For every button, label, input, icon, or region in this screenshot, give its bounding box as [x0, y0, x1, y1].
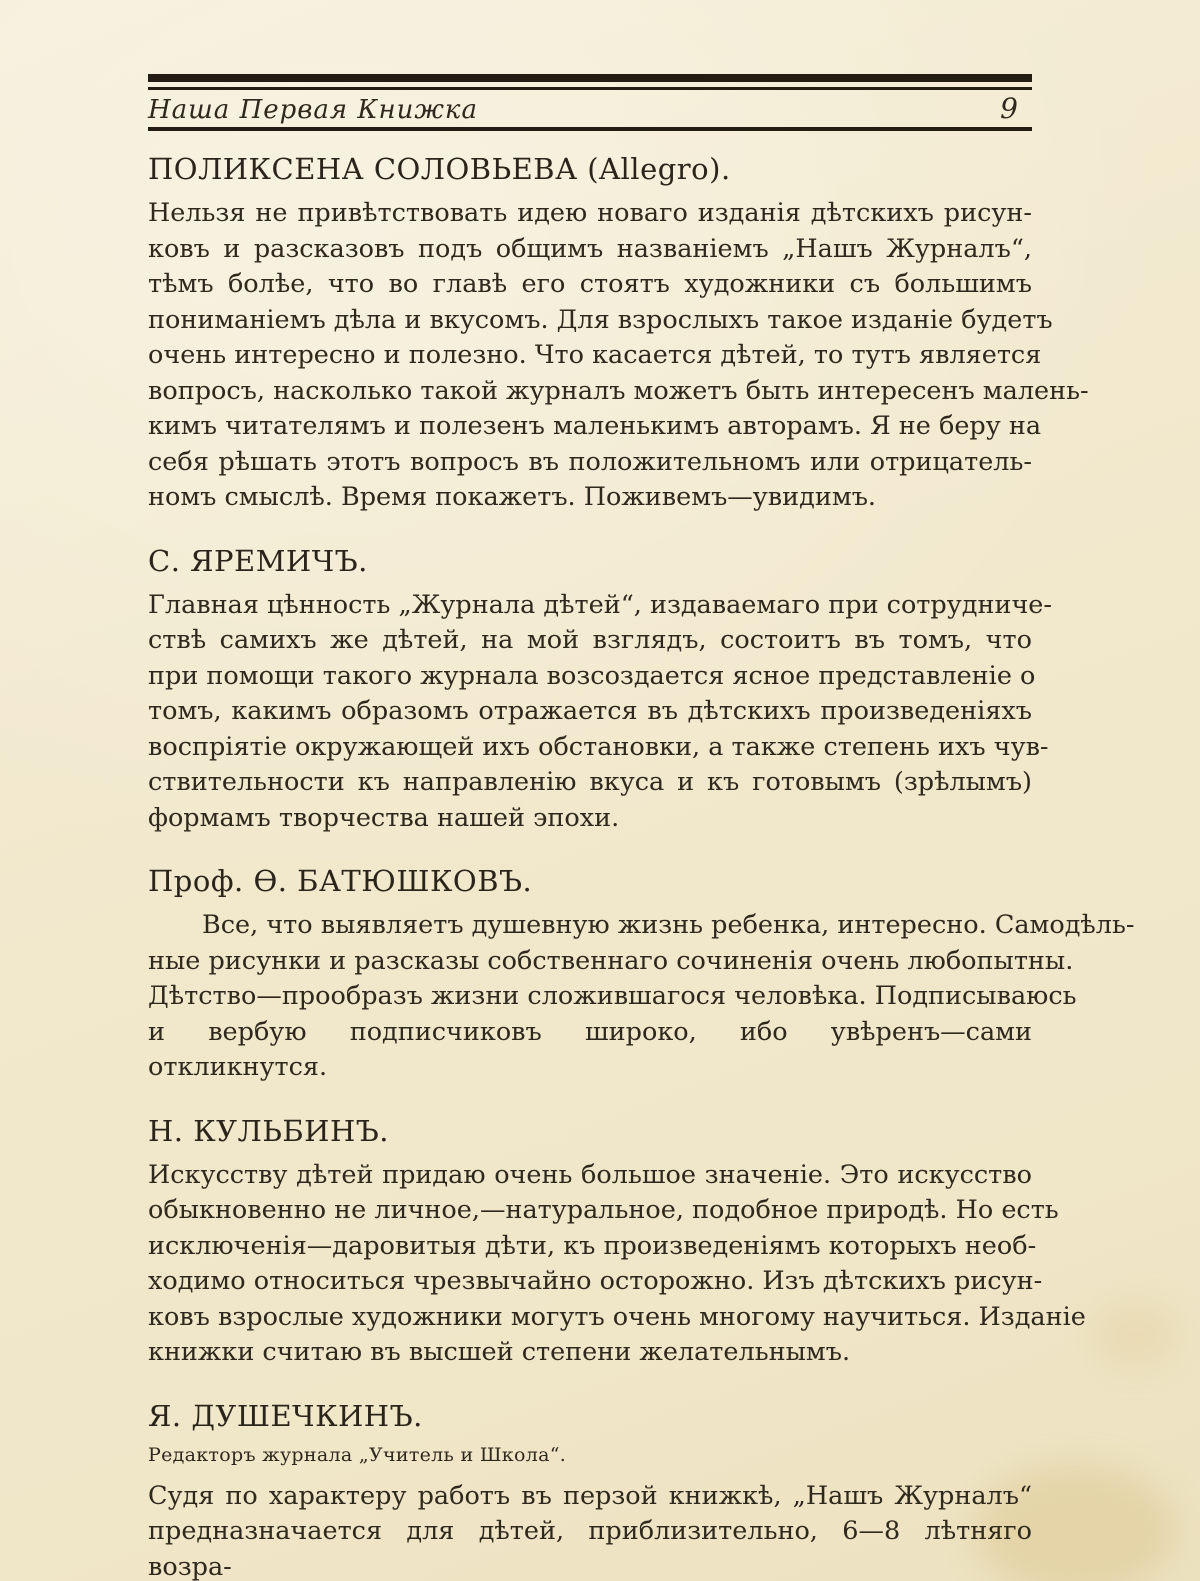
text-line: при помощи такого журнала возсоздается ясное представленіе о: [148, 660, 1036, 691]
running-header: [148, 92, 1032, 125]
paragraph: [148, 908, 1135, 1086]
header-rule-thin: [148, 87, 1032, 90]
book-section: [148, 863, 1135, 1086]
text-line: ные рисунки и разсказы собственнаго сочиненія очень любопытны.: [148, 945, 1074, 976]
text-line: Все, что выявляетъ душевную жизнь ребенка, интересно. Самодѣль-: [202, 910, 1135, 940]
text-line: воспріятіе окружающей ихъ обстановки, а также степень ихъ чув-: [148, 731, 1049, 762]
paragraph: [148, 588, 1053, 837]
section-heading: Я. ДУШЕЧКИНЪ.: [148, 1398, 423, 1433]
text-line: ствительности къ направленію вкуса и къ готовымъ (зрѣлымъ): [148, 767, 1032, 797]
text-line: ствѣ самихъ же дѣтей, на мой взглядъ, состоитъ въ томъ, что: [148, 625, 1032, 655]
paragraph: [148, 1479, 1032, 1581]
text-line: формамъ творчества нашей эпохи.: [148, 802, 620, 833]
text-line: ковъ и разсказовъ подъ общимъ названіемъ „Нашъ Журналъ“,: [148, 233, 1032, 264]
text-line: Искусству дѣтей придаю очень большое значеніе. Это искусство: [148, 1159, 1032, 1190]
text-line: исключенія—даровитыя дѣти, къ произведеніямъ которыхъ необ-: [148, 1230, 1037, 1261]
page-content: [148, 74, 1135, 1581]
paragraph: [148, 1158, 1086, 1371]
text-line: предназначается для дѣтей, приблизительно, 6—8 лѣтняго возра-: [148, 1516, 1032, 1581]
section-note: Редакторъ журнала „Учитель и Школа“.: [148, 1443, 567, 1466]
book-section: [148, 543, 1053, 837]
text-line: тѣмъ болѣе, что во главѣ его стоятъ художники съ большимъ: [148, 269, 1032, 299]
text-line: очень интересно и полезно. Что касается дѣтей, то тутъ является: [148, 340, 1042, 370]
sections: [148, 151, 1135, 1581]
text-line: себя рѣшать этотъ вопросъ въ положительномъ или отрицатель-: [148, 446, 1032, 477]
text-line: пониманіемъ дѣла и вкусомъ. Для взрослыхъ такое изданіе будетъ: [148, 304, 1053, 335]
section-heading: ПОЛИКСЕНА СОЛОВЬЕВА (Allegro).: [148, 152, 731, 186]
text-line: Главная цѣнность „Журнала дѣтей“, издаваемаго при сотрудниче-: [148, 589, 1053, 620]
text-line: томъ, какимъ образомъ отражается въ дѣтскихъ произведеніяхъ: [148, 696, 1032, 726]
paper-stain: [1090, 1300, 1180, 1370]
section-heading: С. ЯРЕМИЧЪ.: [148, 543, 368, 578]
text-line: книжки считаю въ высшей степени желательнымъ.: [148, 1337, 851, 1367]
paragraph: [148, 196, 1089, 516]
section-heading: Н. КУЛЬБИНЪ.: [148, 1113, 390, 1148]
running-title: Наша Первая Книжка: [148, 95, 478, 125]
text-line: ковъ взрослые художники могутъ очень многому научиться. Изданіе: [148, 1301, 1086, 1332]
header-rule-thick: [148, 74, 1032, 82]
text-line: вопросъ, насколько такой журналъ можетъ быть интересенъ малень-: [148, 375, 1089, 406]
text-line: номъ смыслѣ. Время покажетъ. Поживемъ—увидимъ.: [148, 482, 877, 512]
book-section: [148, 1398, 1032, 1581]
text-line: и вербую подписчиковъ широко, ибо увѣренъ—сами откликнутся.: [148, 1016, 1032, 1082]
header-rule-bottom: [148, 127, 1032, 131]
book-section: [148, 1113, 1086, 1371]
text-line: обыкновенно не личное,—натуральное, подобное природѣ. Но есть: [148, 1195, 1059, 1225]
section-heading: Проф. Ѳ. БАТЮШКОВЪ.: [148, 864, 533, 898]
text-line: Нельзя не привѣтствовать идею новаго изданія дѣтскихъ рисун-: [148, 198, 1032, 228]
book-section: [148, 151, 1089, 516]
text-line: кимъ читателямъ и полезенъ маленькимъ авторамъ. Я не беру на: [148, 411, 1042, 441]
text-line: ходимо относиться чрезвычайно осторожно. Изъ дѣтскихъ рисун-: [148, 1266, 1043, 1296]
text-line: Дѣтство—прообразъ жизни сложившагося человѣка. Подписываюсь: [148, 981, 1077, 1011]
text-line: Судя по характеру работъ въ перзой книжкѣ, „Нашъ Журналъ“: [148, 1480, 1032, 1511]
page-number: 9: [1000, 92, 1018, 125]
